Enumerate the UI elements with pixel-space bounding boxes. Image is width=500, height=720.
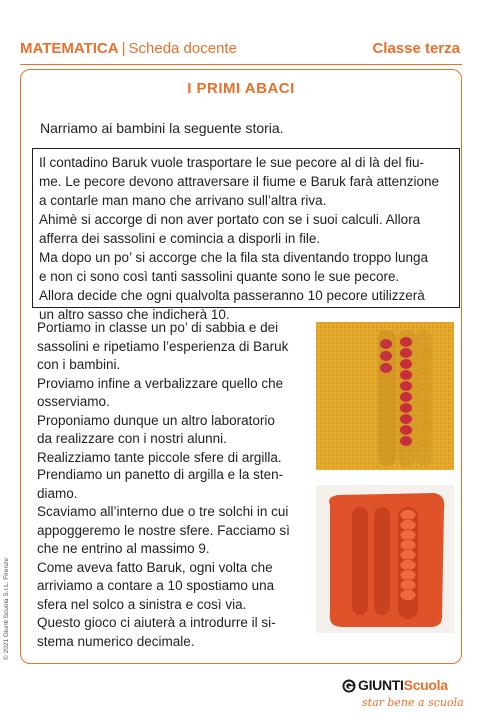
section1-line: osserviamo. — [37, 394, 110, 409]
giunti-g-icon — [342, 679, 356, 693]
story-line: e non ci sono così tanti sassolini quante sono le sue pecore. — [39, 269, 400, 284]
section2-line: Come aveva fatto Baruk, ogni volta che — [37, 559, 273, 575]
story-box — [32, 148, 460, 322]
sand-pebbles-illustration — [316, 322, 454, 470]
logo-brand — [358, 677, 448, 693]
header-subject-line — [20, 40, 237, 57]
logo-brand-accent: Scuola — [403, 677, 448, 693]
logo-brand-main: GIUNTI — [358, 677, 404, 693]
section-sand-activity — [37, 319, 307, 467]
giunti-scuola-logo — [342, 677, 472, 713]
section1-line: Realizziamo tante piccole sfere di argilla. — [37, 449, 282, 465]
section2-line: Scaviamo all’interno due o tre solchi in cui — [37, 504, 289, 519]
clay-abacus-photo — [316, 485, 454, 633]
page-header — [20, 40, 460, 60]
story-line: Ma dopo un po’ si accorge che la fila sta diventando troppo lunga — [39, 250, 429, 265]
intro-text: Narriamo ai bambini la seguente storia. — [40, 120, 284, 136]
story-line: me. Le pecore devono attraversare il fiume e Baruk farà attenzione — [39, 174, 439, 189]
story-line: Ahimè si accorge di non aver portato con se i suoi calculi. Allora — [39, 212, 421, 227]
story-line: un altro sasso che indicherà 10. — [39, 307, 230, 322]
section2-line: Prendiamo un panetto di argilla e la sten- — [37, 467, 284, 482]
header-grade: Classe terza — [372, 40, 460, 57]
story-line: Allora decide che ogni qualvolta passeranno 10 pecore utilizzerà — [39, 288, 425, 303]
section2-line: diamo. — [37, 485, 78, 501]
header-subject: MATEMATICA — [20, 40, 119, 57]
section1-line: con i bambini. — [37, 357, 121, 372]
section1-line: sassolini e ripetiamo l’esperienza di Baruk — [37, 338, 289, 354]
section-clay-activity — [37, 466, 307, 651]
copyright-notice: © 2021 Giunti Scuola S.r.L. Firenze — [3, 558, 10, 660]
section1-line: da realizzare con i nostri alunni. — [37, 431, 227, 446]
story-line: a contarle man mano che arrivano sull’altra riva. — [39, 193, 327, 208]
section2-line: stema numerico decimale. — [37, 633, 195, 649]
section2-line: Questo gioco ci aiuterà a introdurre il si- — [37, 615, 276, 630]
story-line: afferra dei sassolini e comincia a disporli in file. — [39, 231, 321, 246]
header-separator: | — [121, 40, 126, 57]
section1-line: Portiamo in classe un po’ di sabbia e dei — [37, 320, 279, 335]
sand-pebbles-photo — [316, 322, 454, 470]
section1-line: Proviamo infine a verbalizzare quello che — [37, 375, 284, 391]
header-divider — [20, 64, 462, 65]
section2-line: che ne entrino al massimo 9. — [37, 541, 210, 556]
logo-tagline: star bene a scuola — [362, 696, 464, 709]
clay-abacus-illustration — [316, 485, 454, 633]
section2-line: arriviamo a contare a 10 spostiamo una — [37, 578, 275, 593]
page-title: I PRIMI ABACI — [187, 80, 295, 97]
section2-line: appoggeremo le nostre sfere. Facciamo sì — [37, 522, 290, 538]
section1-line: Proponiamo dunque un altro laboratorio — [37, 412, 275, 428]
section2-line: sfera nel solco a sinistra e così via. — [37, 596, 247, 612]
story-line: Il contadino Baruk vuole trasportare le sue pecore al di là del fiu- — [39, 155, 424, 170]
header-sheet: Scheda docente — [128, 40, 237, 57]
